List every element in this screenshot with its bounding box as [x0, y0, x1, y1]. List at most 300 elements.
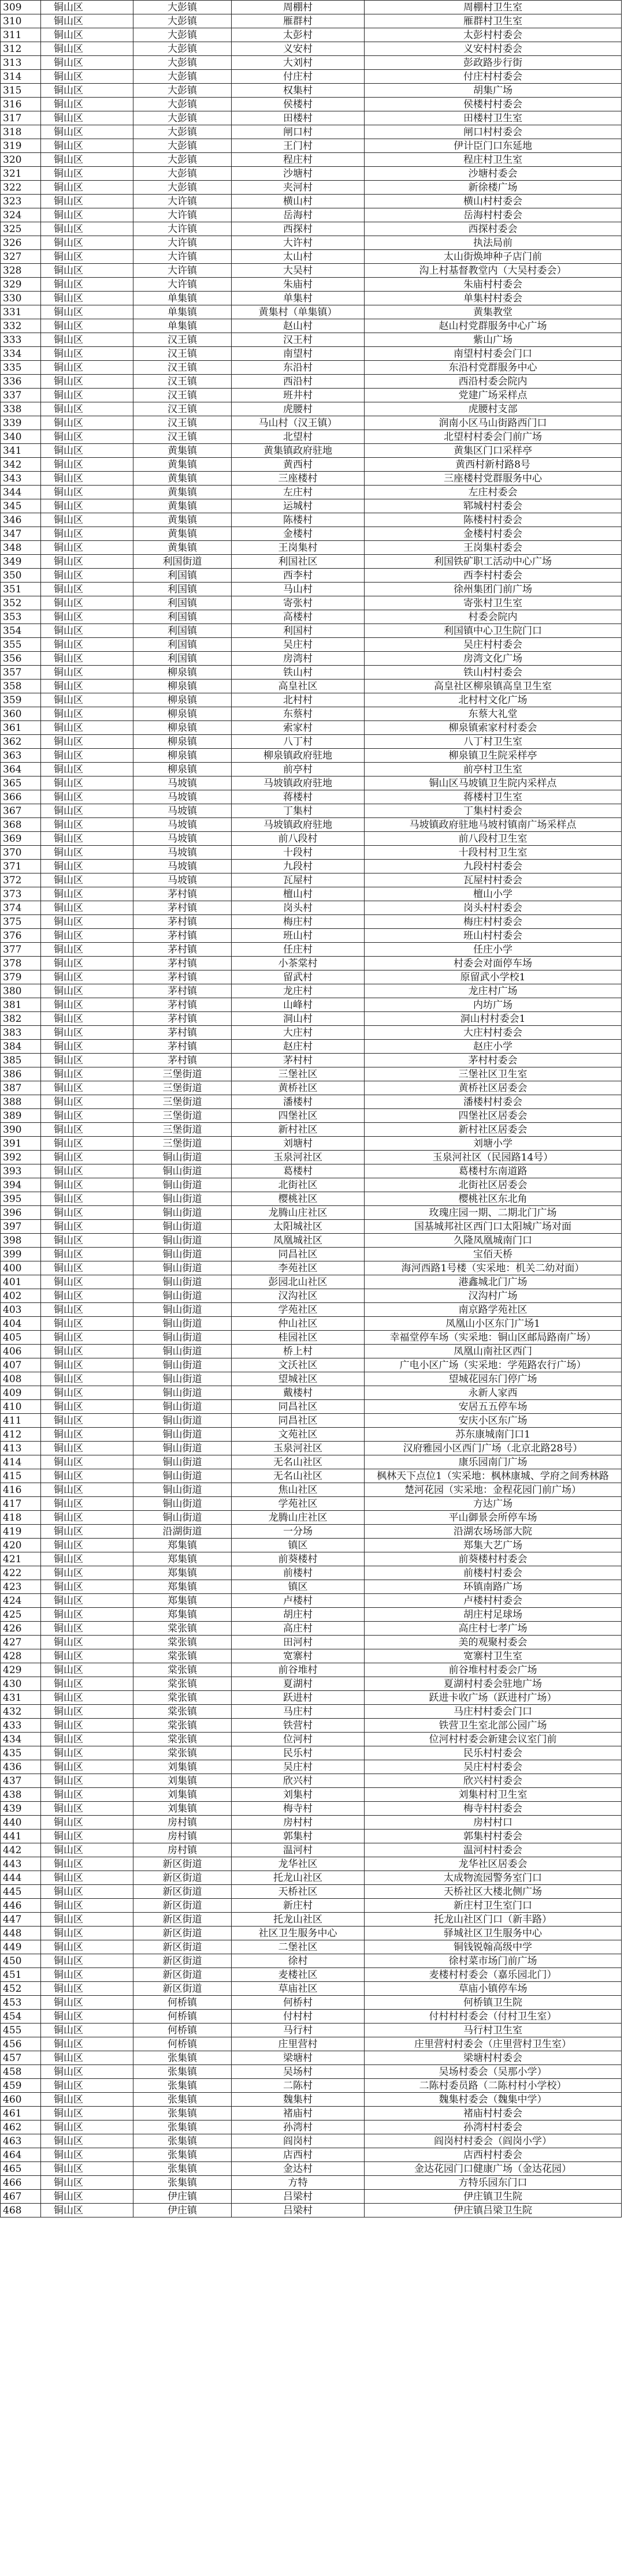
- row-number-cell: 426: [1, 1622, 41, 1636]
- row-number-cell: 382: [1, 1012, 41, 1026]
- sampling-site-cell: 店西村村委会: [365, 2148, 622, 2162]
- table-row: [1, 1954, 622, 1968]
- sampling-site-cell: 梅寺村村委会: [365, 1802, 622, 1816]
- town-cell: 茅村镇: [133, 901, 232, 915]
- district-cell: 铜山区: [41, 1, 133, 14]
- table-row: [1, 444, 622, 458]
- sampling-site-cell: 前八段村卫生室: [365, 832, 622, 846]
- district-cell: 铜山区: [41, 181, 133, 195]
- town-cell: 大彭镇: [133, 56, 232, 70]
- row-number-cell: 318: [1, 125, 41, 139]
- town-cell: 茅村镇: [133, 984, 232, 998]
- town-cell: 茅村镇: [133, 929, 232, 943]
- row-number-cell: 451: [1, 1968, 41, 1982]
- district-cell: 铜山区: [41, 1525, 133, 1539]
- town-cell: 柳泉镇: [133, 763, 232, 776]
- town-cell: 汉王镇: [133, 333, 232, 347]
- district-cell: 铜山区: [41, 305, 133, 319]
- district-cell: 铜山区: [41, 1968, 133, 1982]
- village-cell: 无名山社区: [232, 1455, 365, 1469]
- district-cell: 铜山区: [41, 2024, 133, 2037]
- sampling-site-cell: 宝佰天桥: [365, 1248, 622, 1261]
- sampling-site-cell: 庄里营村村委会（庄里营村卫生室）: [365, 2037, 622, 2051]
- table-row: [1, 2065, 622, 2079]
- table-row: [1, 1746, 622, 1760]
- sampling-site-cell: 赵庄小学: [365, 1040, 622, 1054]
- village-cell: 玉泉河社区: [232, 1442, 365, 1455]
- row-number-cell: 310: [1, 14, 41, 28]
- sampling-site-cell: 葛楼村东南道路: [365, 1164, 622, 1178]
- village-cell: 龙腾山庄社区: [232, 1511, 365, 1525]
- district-cell: 铜山区: [41, 1733, 133, 1746]
- table-row: [1, 458, 622, 472]
- row-number-cell: 326: [1, 236, 41, 250]
- district-cell: 铜山区: [41, 1760, 133, 1774]
- row-number-cell: 412: [1, 1428, 41, 1442]
- village-cell: 金楼村: [232, 527, 365, 541]
- sampling-site-cell: 欣兴村村委会: [365, 1774, 622, 1788]
- table-row: [1, 1303, 622, 1317]
- district-cell: 铜山区: [41, 1719, 133, 1733]
- district-cell: 铜山区: [41, 541, 133, 555]
- table-row: [1, 513, 622, 527]
- town-cell: 张集镇: [133, 2065, 232, 2079]
- town-cell: 伊庄镇: [133, 2190, 232, 2204]
- sampling-site-cell: 汉沟村广场: [365, 1289, 622, 1303]
- village-cell: 文沃社区: [232, 1358, 365, 1372]
- town-cell: 汉王镇: [133, 375, 232, 389]
- district-cell: 铜山区: [41, 984, 133, 998]
- table-row: [1, 666, 622, 680]
- town-cell: 铜山街道: [133, 1442, 232, 1455]
- village-cell: 孙湾村: [232, 2120, 365, 2134]
- village-cell: 温河村: [232, 1843, 365, 1857]
- sampling-site-cell: 内坊广场: [365, 998, 622, 1012]
- sampling-site-cell: 利国镇中心卫生院门口: [365, 624, 622, 638]
- village-cell: 黄集村（单集镇）: [232, 305, 365, 319]
- row-number-cell: 407: [1, 1358, 41, 1372]
- town-cell: 黄集镇: [133, 444, 232, 458]
- table-row: [1, 195, 622, 208]
- row-number-cell: 343: [1, 472, 41, 486]
- town-cell: 大彭镇: [133, 84, 232, 98]
- sampling-site-cell: 徐州集团门前广场: [365, 583, 622, 596]
- district-cell: 铜山区: [41, 430, 133, 444]
- sampling-site-cell: 三堡社区卫生室: [365, 1067, 622, 1081]
- town-cell: 三堡街道: [133, 1081, 232, 1095]
- sampling-site-cell: 高庄村七孝广场: [365, 1622, 622, 1636]
- town-cell: 房村镇: [133, 1816, 232, 1830]
- row-number-cell: 357: [1, 666, 41, 680]
- district-cell: 铜山区: [41, 2176, 133, 2190]
- sampling-site-cell: 岳海村村委会: [365, 208, 622, 222]
- district-cell: 铜山区: [41, 28, 133, 42]
- village-cell: 仲山社区: [232, 1317, 365, 1331]
- table-row: [1, 2162, 622, 2176]
- district-cell: 铜山区: [41, 1164, 133, 1178]
- row-number-cell: 442: [1, 1843, 41, 1857]
- district-cell: 铜山区: [41, 1123, 133, 1137]
- district-cell: 铜山区: [41, 1400, 133, 1414]
- sampling-site-cell: 二陈村委员路（二陈村村小学校）: [365, 2079, 622, 2093]
- sampling-site-cell: 环镇南路广场: [365, 1580, 622, 1594]
- district-cell: 铜山区: [41, 1289, 133, 1303]
- table-row: [1, 486, 622, 499]
- row-number-cell: 403: [1, 1303, 41, 1317]
- row-number-cell: 341: [1, 444, 41, 458]
- town-cell: 大许镇: [133, 208, 232, 222]
- town-cell: 房村镇: [133, 1830, 232, 1843]
- sampling-site-cell: 托龙山社区门口（新丰路）: [365, 1913, 622, 1927]
- town-cell: 张集镇: [133, 2120, 232, 2134]
- row-number-cell: 335: [1, 361, 41, 375]
- village-cell: 彭园北山社区: [232, 1275, 365, 1289]
- town-cell: 铜山街道: [133, 1261, 232, 1275]
- village-cell: 马坡镇政府驻地: [232, 776, 365, 790]
- sampling-site-cell: 程庄村卫生室: [365, 153, 622, 167]
- table-row: [1, 1719, 622, 1733]
- village-cell: 金达村: [232, 2162, 365, 2176]
- row-number-cell: 351: [1, 583, 41, 596]
- village-cell: 沙塘村: [232, 167, 365, 181]
- row-number-cell: 314: [1, 70, 41, 84]
- village-cell: 前谷堆村: [232, 1663, 365, 1677]
- district-cell: 铜山区: [41, 1830, 133, 1843]
- district-cell: 铜山区: [41, 1636, 133, 1649]
- table-row: [1, 2134, 622, 2148]
- district-cell: 铜山区: [41, 513, 133, 527]
- table-row: [1, 430, 622, 444]
- district-cell: 铜山区: [41, 527, 133, 541]
- district-cell: 铜山区: [41, 70, 133, 84]
- table-row: [1, 790, 622, 804]
- sampling-site-cell: 刘集村村卫生室: [365, 1788, 622, 1802]
- sampling-site-cell: 跃进卡收广场（跃进村广场）: [365, 1691, 622, 1705]
- village-cell: 梁塘村: [232, 2051, 365, 2065]
- sampling-site-cell: 何桥镇卫生院: [365, 1996, 622, 2010]
- town-cell: 黄集镇: [133, 486, 232, 499]
- row-number-cell: 460: [1, 2093, 41, 2107]
- village-cell: 高庄村: [232, 1622, 365, 1636]
- table-row: [1, 1469, 622, 1483]
- district-cell: 铜山区: [41, 389, 133, 402]
- row-number-cell: 319: [1, 139, 41, 153]
- district-cell: 铜山区: [41, 292, 133, 305]
- row-number-cell: 370: [1, 846, 41, 860]
- sampling-site-cell: 伊计臣门口东延地: [365, 139, 622, 153]
- row-number-cell: 413: [1, 1442, 41, 1455]
- district-cell: 铜山区: [41, 970, 133, 984]
- sampling-site-cell: 彭政路步行街: [365, 56, 622, 70]
- table-row: [1, 278, 622, 292]
- district-cell: 铜山区: [41, 1137, 133, 1151]
- table-row: [1, 222, 622, 236]
- row-number-cell: 352: [1, 596, 41, 610]
- sampling-site-cell: 九段村村委会: [365, 860, 622, 873]
- sampling-site-cell: 房湾文化广场: [365, 652, 622, 666]
- town-cell: 大彭镇: [133, 1, 232, 14]
- sampling-site-cell: 执法局前: [365, 236, 622, 250]
- sampling-site-cell: 单集村村委会: [365, 292, 622, 305]
- village-cell: 檀山村: [232, 887, 365, 901]
- district-cell: 铜山区: [41, 1649, 133, 1663]
- district-cell: 铜山区: [41, 1428, 133, 1442]
- row-number-cell: 436: [1, 1760, 41, 1774]
- town-cell: 马坡镇: [133, 790, 232, 804]
- town-cell: 单集镇: [133, 292, 232, 305]
- village-cell: 太阳城社区: [232, 1220, 365, 1234]
- sampling-site-cell: 柳泉镇索家村村委会: [365, 721, 622, 735]
- table-row: [1, 1677, 622, 1691]
- village-cell: 雁群村: [232, 14, 365, 28]
- table-row: [1, 1331, 622, 1345]
- sampling-site-cell: 北望村村委会门前广场: [365, 430, 622, 444]
- row-number-cell: 449: [1, 1940, 41, 1954]
- table-row: [1, 957, 622, 970]
- table-row: [1, 2176, 622, 2190]
- sampling-site-cell: 前楼村村委会: [365, 1566, 622, 1580]
- district-cell: 铜山区: [41, 1331, 133, 1345]
- sampling-site-cell: 前亭村卫生室: [365, 763, 622, 776]
- town-cell: 大许镇: [133, 250, 232, 264]
- town-cell: 张集镇: [133, 2134, 232, 2148]
- row-number-cell: 415: [1, 1469, 41, 1483]
- district-cell: 铜山区: [41, 1539, 133, 1552]
- row-number-cell: 425: [1, 1608, 41, 1622]
- table-row: [1, 1913, 622, 1927]
- district-cell: 铜山区: [41, 2134, 133, 2148]
- district-cell: 铜山区: [41, 1261, 133, 1275]
- town-cell: 大许镇: [133, 236, 232, 250]
- row-number-cell: 356: [1, 652, 41, 666]
- table-row: [1, 181, 622, 195]
- town-cell: 大许镇: [133, 278, 232, 292]
- row-number-cell: 447: [1, 1913, 41, 1927]
- row-number-cell: 344: [1, 486, 41, 499]
- table-row: [1, 1594, 622, 1608]
- town-cell: 棠张镇: [133, 1719, 232, 1733]
- sampling-site-cell: 黄集区门口采样亭: [365, 444, 622, 458]
- village-cell: 瓦屋村: [232, 873, 365, 887]
- district-cell: 铜山区: [41, 693, 133, 707]
- table-row: [1, 652, 622, 666]
- village-cell: 班井村: [232, 389, 365, 402]
- table-row: [1, 929, 622, 943]
- table-row: [1, 1275, 622, 1289]
- sampling-site-cell: 马坡镇政府驻地马坡村镇南广场采样点: [365, 818, 622, 832]
- district-cell: 铜山区: [41, 14, 133, 28]
- table-row: [1, 402, 622, 416]
- row-number-cell: 446: [1, 1899, 41, 1913]
- row-number-cell: 461: [1, 2107, 41, 2120]
- village-cell: 店西村: [232, 2148, 365, 2162]
- village-cell: 单集村: [232, 292, 365, 305]
- town-cell: 柳泉镇: [133, 721, 232, 735]
- table-row: [1, 1511, 622, 1525]
- village-cell: 龙华社区: [232, 1857, 365, 1871]
- village-cell: 大吴村: [232, 264, 365, 278]
- table-row: [1, 2148, 622, 2162]
- village-cell: 西探村: [232, 222, 365, 236]
- table-row: [1, 1774, 622, 1788]
- row-number-cell: 445: [1, 1885, 41, 1899]
- town-cell: 黄集镇: [133, 513, 232, 527]
- table-row: [1, 347, 622, 361]
- district-cell: 铜山区: [41, 1566, 133, 1580]
- town-cell: 铜山街道: [133, 1178, 232, 1192]
- table-row: [1, 721, 622, 735]
- sampling-site-cell: 郑集大艺广场: [365, 1539, 622, 1552]
- sampling-site-cell: 玉泉河社区（民园路14号）: [365, 1151, 622, 1164]
- town-cell: 柳泉镇: [133, 707, 232, 721]
- village-cell: 岳海村: [232, 208, 365, 222]
- table-row: [1, 1400, 622, 1414]
- district-cell: 铜山区: [41, 264, 133, 278]
- sampling-site-cell: 大庄村村委会: [365, 1026, 622, 1040]
- row-number-cell: 394: [1, 1178, 41, 1192]
- village-cell: 三座楼村: [232, 472, 365, 486]
- district-cell: 铜山区: [41, 1802, 133, 1816]
- district-cell: 铜山区: [41, 2190, 133, 2204]
- row-number-cell: 391: [1, 1137, 41, 1151]
- town-cell: 汉王镇: [133, 430, 232, 444]
- sampling-site-cell: 阎岗村村委会（阎岗小学）: [365, 2134, 622, 2148]
- district-cell: 铜山区: [41, 278, 133, 292]
- town-cell: 茅村镇: [133, 1054, 232, 1067]
- row-number-cell: 404: [1, 1317, 41, 1331]
- table-row: [1, 1663, 622, 1677]
- sampling-site-cell: 前谷堆村村委会广场: [365, 1663, 622, 1677]
- row-number-cell: 338: [1, 402, 41, 416]
- town-cell: 茅村镇: [133, 1012, 232, 1026]
- table-row: [1, 472, 622, 486]
- sampling-site-cell: 茅村村委会: [365, 1054, 622, 1067]
- sampling-site-cell: 海河西路1号楼（实采地：机关二幼对面）: [365, 1261, 622, 1275]
- sampling-site-cell: 温河村村委会: [365, 1843, 622, 1857]
- village-cell: 魏集村: [232, 2093, 365, 2107]
- table-row: [1, 1192, 622, 1206]
- table-row: [1, 749, 622, 763]
- town-cell: 张集镇: [133, 2051, 232, 2065]
- row-number-cell: 329: [1, 278, 41, 292]
- sampling-site-cell: 马庄村村委会门口: [365, 1705, 622, 1719]
- town-cell: 铜山街道: [133, 1234, 232, 1248]
- district-cell: 铜山区: [41, 624, 133, 638]
- sampling-site-cell: 陈楼村村委会: [365, 513, 622, 527]
- table-row: [1, 1206, 622, 1220]
- table-row: [1, 1289, 622, 1303]
- sampling-site-cell: 方达广场: [365, 1497, 622, 1511]
- row-number-cell: 401: [1, 1275, 41, 1289]
- district-cell: 铜山区: [41, 42, 133, 56]
- village-cell: 阎岗村: [232, 2134, 365, 2148]
- town-cell: 铜山街道: [133, 1400, 232, 1414]
- village-cell: 徐村: [232, 1954, 365, 1968]
- district-cell: 铜山区: [41, 1622, 133, 1636]
- district-cell: 铜山区: [41, 1954, 133, 1968]
- table-row: [1, 1636, 622, 1649]
- village-cell: 大庄村: [232, 1026, 365, 1040]
- town-cell: 郑集镇: [133, 1552, 232, 1566]
- row-number-cell: 408: [1, 1372, 41, 1386]
- village-cell: 马庄村: [232, 1705, 365, 1719]
- sampling-site-cell: 永新人家西: [365, 1386, 622, 1400]
- table-row: [1, 98, 622, 111]
- row-number-cell: 396: [1, 1206, 41, 1220]
- district-cell: 铜山区: [41, 236, 133, 250]
- sampling-site-cell: 美的观聚村委会: [365, 1636, 622, 1649]
- town-cell: 沿湖街道: [133, 1525, 232, 1539]
- sampling-site-cell: 汉府雅园小区西门广场（北京北路28号）: [365, 1442, 622, 1455]
- town-cell: 伊庄镇: [133, 2204, 232, 2217]
- district-cell: 铜山区: [41, 416, 133, 430]
- table-row: [1, 2024, 622, 2037]
- sampling-site-cell: 褚庙村村委会: [365, 2107, 622, 2120]
- village-cell: 方特: [232, 2176, 365, 2190]
- district-cell: 铜山区: [41, 1552, 133, 1566]
- town-cell: 大彭镇: [133, 98, 232, 111]
- sampling-site-cell: 徐村菜市场门前广场: [365, 1954, 622, 1968]
- village-cell: 镇区: [232, 1539, 365, 1552]
- village-cell: 吴庄村: [232, 638, 365, 652]
- village-cell: 刘塘村: [232, 1137, 365, 1151]
- district-cell: 铜山区: [41, 1608, 133, 1622]
- table-row: [1, 361, 622, 375]
- row-number-cell: 400: [1, 1261, 41, 1275]
- village-cell: 位河村: [232, 1733, 365, 1746]
- table-row: [1, 1968, 622, 1982]
- table-row: [1, 305, 622, 319]
- row-number-cell: 381: [1, 998, 41, 1012]
- town-cell: 棠张镇: [133, 1636, 232, 1649]
- row-number-cell: 393: [1, 1164, 41, 1178]
- town-cell: 大彭镇: [133, 42, 232, 56]
- village-cell: 前亭村: [232, 763, 365, 776]
- town-cell: 利国镇: [133, 652, 232, 666]
- town-cell: 棠张镇: [133, 1746, 232, 1760]
- sampling-site-cell: 沿湖农场场部大院: [365, 1525, 622, 1539]
- table-row: [1, 1040, 622, 1054]
- table-row: [1, 735, 622, 749]
- village-cell: 跃进村: [232, 1691, 365, 1705]
- row-number-cell: 383: [1, 1026, 41, 1040]
- town-cell: 棠张镇: [133, 1705, 232, 1719]
- village-cell: 田河村: [232, 1636, 365, 1649]
- village-cell: 梅庄村: [232, 915, 365, 929]
- row-number-cell: 323: [1, 195, 41, 208]
- town-cell: 汉王镇: [133, 402, 232, 416]
- town-cell: 刘集镇: [133, 1774, 232, 1788]
- town-cell: 黄集镇: [133, 458, 232, 472]
- village-cell: 八丁村: [232, 735, 365, 749]
- town-cell: 茅村镇: [133, 1026, 232, 1040]
- row-number-cell: 429: [1, 1663, 41, 1677]
- district-cell: 铜山区: [41, 1372, 133, 1386]
- sampling-site-cell: 伊庄镇吕梁卫生院: [365, 2204, 622, 2217]
- village-cell: 王岗集村: [232, 541, 365, 555]
- table-row: [1, 1539, 622, 1552]
- sampling-site-cell: 玫瑰庄园一期、二期北门广场: [365, 1206, 622, 1220]
- village-cell: 西沿村: [232, 375, 365, 389]
- table-row: [1, 915, 622, 929]
- village-cell: 卢楼村: [232, 1594, 365, 1608]
- row-number-cell: 466: [1, 2176, 41, 2190]
- village-cell: 铁营村: [232, 1719, 365, 1733]
- row-number-cell: 430: [1, 1677, 41, 1691]
- district-cell: 铜山区: [41, 1511, 133, 1525]
- row-number-cell: 465: [1, 2162, 41, 2176]
- table-row: [1, 333, 622, 347]
